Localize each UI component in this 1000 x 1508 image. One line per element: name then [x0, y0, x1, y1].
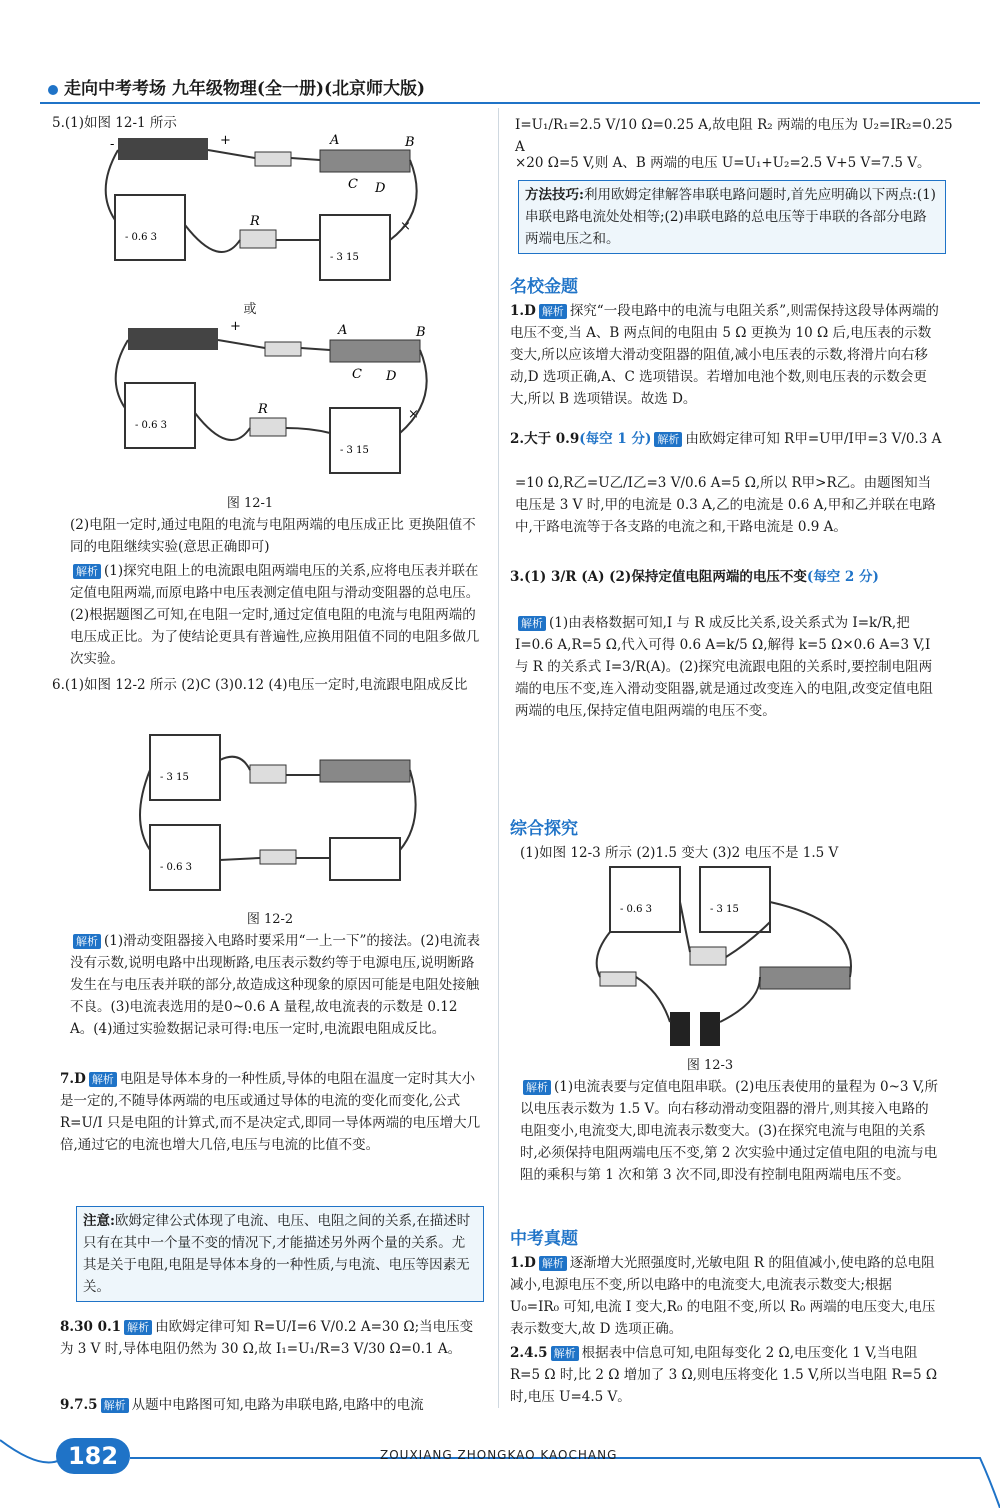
footer-decoration: [0, 1430, 1000, 1508]
ammeter-icon-2: [125, 383, 195, 448]
section-title-zonghe: 综合探究: [510, 819, 578, 839]
ammeter-scale-2: - 0.6 3: [135, 420, 168, 431]
switch-icon-2: [265, 342, 301, 356]
ammeter-scale-4: - 0.6 3: [620, 904, 653, 915]
m1: [510, 300, 942, 410]
header-title: [48, 74, 488, 100]
switch-icon-3: [260, 850, 296, 864]
fig1-caption: 图 12-1: [226, 496, 274, 511]
ammeter-icon: [115, 195, 185, 260]
label-c: C: [348, 177, 358, 192]
method-label: 方法技巧:: [525, 187, 584, 203]
note-text: 欧姆定律公式体现了电流、电压、电阻之间的关系,在描述时只有在其中一个量不变的情况下,才能描述另外两个量的关系。尤其是关于电阻,电阻是导体本身的一种性质,与电流、电压等因素无关。: [83, 1213, 471, 1295]
q5-analysis-tag: 解析: [73, 564, 101, 579]
resistor-icon-2: [250, 418, 286, 436]
q9-continued-1: I=U₁/R₁=2.5 V/10 Ω=0.25 A,故电阻 R₂ 两端的电压为 U₂=IR₂=0.25 A: [515, 117, 953, 155]
q8-explanation-text: 由欧姆定律可知 R=U/I=6 V/0.2 A=30 Ω;当电压变为 3 V 时,导体电阻仍然为 30 Ω,故 I₁=U₁/R=3 V/30 Ω=0.1 A。: [60, 1319, 474, 1357]
battery-icon: [118, 138, 208, 160]
voltmeter-scale-2: - 3 15: [340, 445, 369, 456]
plus-label: +: [220, 133, 231, 148]
note-box: [76, 1206, 484, 1302]
m1-analysis-tag: 解析: [539, 304, 567, 319]
k2-number: 2.4.5: [510, 1345, 548, 1361]
label-r: R: [250, 214, 260, 229]
label-b-2: B: [416, 325, 426, 340]
z-explanation: [520, 1076, 942, 1186]
voltmeter-icon-3: [150, 735, 220, 800]
voltmeter-scale: - 3 15: [330, 252, 359, 263]
q8: [60, 1316, 482, 1360]
m1-number: 1.D: [510, 303, 536, 319]
resistor-icon-3: [250, 765, 286, 783]
rheostat-icon-3: [320, 760, 410, 782]
q7: [60, 1068, 482, 1156]
z-answer: (1)如图 12-3 所示 (2)1.5 变大 (3)2 电压不是 1.5 V: [520, 845, 839, 861]
voltmeter-scale-3: - 3 15: [160, 772, 189, 783]
q8-analysis-tag: 解析: [124, 1320, 152, 1335]
q7-number: 7.D: [60, 1071, 86, 1087]
q6-analysis-tag: 解析: [73, 934, 101, 949]
q5-answer-2: (2)电阻一定时,通过电阻的电流与电阻两端的电压成正比 更换阻值不同的电阻继续实验(意思正确即可): [70, 517, 476, 555]
label-c-2: C: [352, 367, 362, 382]
m2-score: (每空 1 分): [579, 431, 652, 447]
ammeter-icon-4: [610, 867, 680, 932]
z-analysis-tag: 解析: [523, 1080, 551, 1095]
voltmeter-icon-2: [330, 408, 400, 473]
battery-icon-2: [128, 328, 218, 350]
m2-analysis-tag: 解析: [654, 432, 682, 447]
cell-icon-2: [700, 1012, 720, 1046]
bullet-icon: [48, 85, 58, 95]
fig3-caption: 图 12-3: [686, 1058, 734, 1073]
voltmeter-icon-4: [700, 867, 770, 932]
label-a: A: [330, 133, 340, 148]
k2: [510, 1342, 942, 1408]
label-d-2: D: [386, 369, 397, 384]
figure-12-2: [130, 720, 430, 905]
switch-icon-4: [600, 972, 636, 986]
switch-icon: [255, 152, 291, 166]
label-b: B: [405, 135, 415, 150]
q6-head: 6.(1)如图 12-2 所示 (2)C (3)0.12 (4)电压一定时,电流跟电阻成反比: [52, 677, 468, 693]
q5-head: 5.(1)如图 12-1 所示: [52, 115, 177, 131]
label-d: D: [375, 181, 386, 196]
q9: [60, 1394, 482, 1416]
header-rule: [40, 102, 980, 104]
ammeter-scale: - 0.6 3: [125, 232, 158, 243]
resistor-icon-4: [690, 947, 726, 965]
m2-head: [510, 428, 942, 450]
footer-text: ZOUXIANG ZHONGKAO KAOCHANG: [380, 1448, 618, 1462]
k2-analysis-tag: 解析: [551, 1346, 579, 1361]
m2-explanation-2: =10 Ω,R乙=U乙/I乙=3 V/0.6 A=5 Ω,所以 R甲>R乙。由题图知当电压是 3 V 时,甲的电流是 0.3 A,乙的电流是 0.6 A,甲和乙并联在电路中,干路电流等于各支路的电流之和,干路电流是 0.9 A。: [515, 475, 936, 535]
q9-number: 9.7.5: [60, 1397, 98, 1413]
k1-number: 1.D: [510, 1255, 536, 1271]
m3-head: [510, 566, 942, 588]
q6-explanation: [70, 930, 482, 1040]
fig2-caption: 图 12-2: [246, 912, 294, 927]
method-text: 利用欧姆定律解答串联电路问题时,首先应明确以下两点:(1)串联电路电流处处相等;(2)串联电路的总电压等于串联的各部分电路两端电压之和。: [525, 187, 936, 247]
k1: [510, 1252, 942, 1340]
header-title-text: 走向中考考场 九年级物理(全一册)(北京师大版): [64, 79, 426, 99]
q9-continued-2: ×20 Ω=5 V,则 A、B 两端的电压 U=U₁+U₂=2.5 V+5 V=7.5 V。: [515, 155, 931, 171]
m2-explanation-1: 由欧姆定律可知 R甲=U甲/I甲=3 V/0.3 A: [685, 431, 942, 447]
minus-label: -: [110, 137, 115, 152]
q6-explanation-text: (1)滑动变阻器接入电路时要采用“一上一下”的接法。(2)电流表没有示数,说明电路中出现断路,电压表示数约等于电源电压,说明断路发生在与电压表并联的部分,故造成这种现象的原因可能是电阻处接触不良。(3)电流表选用的是0~0.6 A 量程,故电流表的示数是 0.12 A。(4)通过实验数据记录可得:电压一定时,电流跟电阻成反比。: [70, 933, 481, 1037]
k1-explanation-text: 逐渐增大光照强度时,光敏电阻 R 的阻值减小,使电路的总电阻减小,电源电压不变,所以电路中的电流变大,电流表示数变大;根据 U₀=IR₀ 可知,电流 I 变大,R₀ 的电阻不变,所以 R₀ 两端的电压变大,电压表示数变大,故 D 选项正确。: [510, 1255, 936, 1337]
q7-analysis-tag: 解析: [89, 1072, 117, 1087]
section-title-mingxiao: 名校金题: [510, 277, 578, 297]
k2-explanation-text: 根据表中信息可知,电阻每变化 2 Ω,电压变化 1 V,当电阻 R=5 Ω 时,比 2 Ω 增加了 3 Ω,则电压将变化 1.5 V,所以当电阻 R=5 Ω 时,电压 U=4.5 V。: [510, 1345, 938, 1405]
q5-explanation-text: (1)探究电阻上的电流跟电阻两端电压的关系,应将电压表并联在定值电阻两端,而原电路中电压表测定值电阻与滑动变阻器的总电压。(2)根据题图乙可知,在电阻一定时,通过定值电阻的电流与电阻两端的电压成正比。为了使结论更具有普遍性,应换用阻值不同的电阻多做几次实验。: [70, 563, 480, 667]
m3-number: 3.(1) 3/R (A) (2)保持定值电阻两端的电压不变: [510, 569, 807, 585]
m2-number: 2.大于 0.9: [510, 431, 580, 447]
q7-explanation-text: 电阻是导体本身的一种性质,导体的电阻在温度一定时其大小是一定的,不随导体两端的电压或通过导体的电流的变化而变化,公式 R=U/I 只是电阻的计算式,而不是决定式,即同一导体两端的电压增大几倍,通过它的电流也增大几倍,电压与电流的比值不变。: [60, 1071, 481, 1153]
cross-mark-2: ×: [408, 407, 419, 422]
k1-analysis-tag: 解析: [539, 1256, 567, 1271]
q8-number: 8.30 0.1: [60, 1319, 122, 1335]
q9-analysis-tag: 解析: [101, 1398, 129, 1413]
ammeter-icon-3: [150, 825, 220, 890]
m1-explanation-text: 探究“一段电路中的电流与电阻关系”,则需保持这段导体两端的电压不变,当 A、B 两点间的电阻由 5 Ω 更换为 10 Ω 后,电压表的示数变大,所以应该增大滑动变阻器的阻值,减小电压表的示数,将滑片向右移动,D 选项正确,A、C 选项错误。若增加电池个数,则电压表的示数会更大,所以 B 选项错误。故选 D。: [510, 303, 939, 407]
column-divider: [498, 108, 499, 1408]
method-box: [518, 180, 946, 254]
z-explanation-text: (1)电流表要与定值电阻串联。(2)电压表使用的量程为 0~3 V,所以电压表示数为 1.5 V。向右移动滑动变阻器的滑片,则其接入电路的电阻变小,电流变大,即电流表示数变大。(3)在探究电流与电阻的关系时,必须保持电阻两端电压不变,第 2 次实验中通过定值电阻的电流与电阻的乘积与第 1 次和第 3 次不同,即没有控制电阻两端电压不变。: [520, 1079, 938, 1183]
figure-12-1-top: [90, 130, 450, 305]
q5-explanation: [70, 560, 482, 670]
voltmeter-icon: [320, 215, 390, 280]
section-title-zhongkao: 中考真题: [510, 1229, 578, 1249]
cross-mark: ×: [400, 219, 411, 234]
rheostat-icon-4: [760, 967, 850, 989]
figure-12-1-bottom: [90, 318, 450, 490]
m3-explanation: [515, 612, 942, 722]
label-r-2: R: [258, 402, 268, 417]
rheostat-icon-2: [330, 340, 420, 362]
page-number: 182: [56, 1438, 130, 1474]
resistor-icon: [240, 230, 276, 248]
ammeter-scale-3: - 0.6 3: [160, 862, 193, 873]
cell-icon-1: [670, 1012, 690, 1046]
note-label: 注意:: [83, 1213, 115, 1229]
m3-explanation-text: (1)由表格数据可知,I 与 R 成反比关系,设关系式为 I=k/R,把 I=0.6 A,R=5 Ω,代入可得 0.6 A=k/5 Ω,解得 k=5 Ω×0.6 A=3 V,I 与 R 的关系式 I=3/R(A)。(2)探究电流跟电阻的关系时,要控制电阻两端的电压不变,连入滑动变阻器,就是通过改变连入的电阻,改变定值电阻两端的电压,保持定值电阻两端的电压不变。: [515, 615, 933, 719]
plus-label-2: +: [230, 319, 241, 334]
rheostat-icon: [320, 150, 410, 172]
label-a-2: A: [338, 323, 348, 338]
power-supply-icon: [330, 838, 400, 880]
q9-explanation-text: 从题中电路图可知,电路为串联电路,电路中的电流: [131, 1397, 424, 1413]
figure-12-3: [590, 862, 860, 1052]
fig1-or: 或: [243, 302, 257, 317]
voltmeter-scale-4: - 3 15: [710, 904, 739, 915]
m3-score: (每空 2 分): [806, 569, 879, 585]
m3-analysis-tag: 解析: [518, 616, 546, 631]
